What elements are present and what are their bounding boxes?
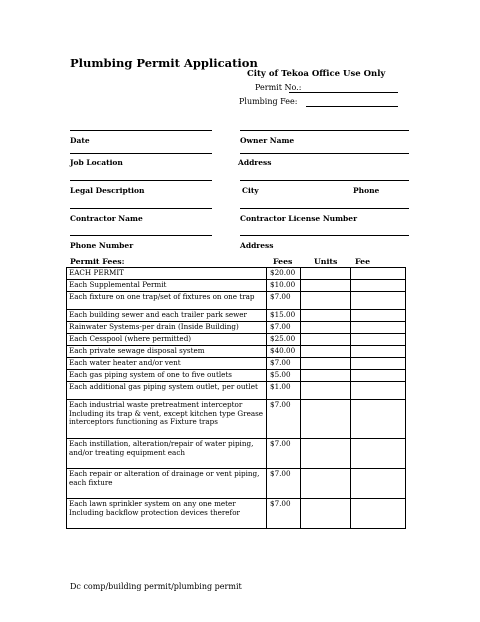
plumbing-fee-field[interactable] — [306, 106, 398, 107]
address-field-1[interactable] — [240, 153, 409, 154]
fee-row — [67, 334, 406, 346]
units-cell[interactable] — [301, 370, 351, 382]
fee-total-cell[interactable] — [351, 280, 406, 292]
page-title: Plumbing Permit Application — [70, 56, 258, 70]
units-cell[interactable] — [301, 400, 351, 439]
fee-description: Each private sewage disposal system — [67, 346, 267, 358]
fee-total-cell[interactable] — [351, 268, 406, 280]
fee-total-cell[interactable] — [351, 346, 406, 358]
fee-amount: $5.00 — [267, 370, 301, 382]
units-cell[interactable] — [301, 292, 351, 310]
fee-amount: $1.00 — [267, 382, 301, 400]
contractor-name-label: Contractor Name — [70, 214, 143, 223]
address-label-2: Address — [240, 241, 274, 250]
fee-row — [67, 346, 406, 358]
plumbing-fee-label: Plumbing Fee: — [239, 97, 298, 106]
fee-row — [67, 292, 406, 310]
fee-description: Rainwater Systems-per drain (Inside Building) — [67, 322, 267, 334]
fee-amount: $20.00 — [267, 268, 301, 280]
city-label: City — [242, 186, 259, 195]
permit-fees-table — [66, 267, 406, 529]
fee-description: Each repair or alteration of drainage or vent piping, each fixture — [67, 469, 267, 499]
fees-column-header: Fees — [273, 257, 293, 266]
fee-description: Each lawn sprinkler system on any one meter Including backflow protection devices therefor — [67, 499, 267, 529]
fee-row — [67, 400, 406, 439]
fee-total-cell[interactable] — [351, 370, 406, 382]
fee-description: Each water heater and/or vent — [67, 358, 267, 370]
fee-row — [67, 382, 406, 400]
legal-description-field[interactable] — [70, 180, 212, 181]
date-label: Date — [70, 136, 90, 145]
contractor-name-field[interactable] — [70, 208, 212, 209]
permit-no-field[interactable] — [289, 92, 398, 93]
fee-description: Each building sewer and each trailer park sewer — [67, 310, 267, 322]
fee-row — [67, 322, 406, 334]
fee-total-cell[interactable] — [351, 469, 406, 499]
fee-amount: $7.00 — [267, 322, 301, 334]
address-field-2[interactable] — [240, 235, 409, 236]
units-cell[interactable] — [301, 358, 351, 370]
fee-description: Each Cesspool (where permitted) — [67, 334, 267, 346]
fee-total-cell[interactable] — [351, 292, 406, 310]
fee-description: Each Supplemental Permit — [67, 280, 267, 292]
fee-description: Each additional gas piping system outlet, per outlet — [67, 382, 267, 400]
fee-description: Each instillation, alteration/repair of water piping, and/or treating equipment each — [67, 439, 267, 469]
units-cell[interactable] — [301, 346, 351, 358]
phone-label: Phone — [353, 186, 380, 195]
fee-row — [67, 358, 406, 370]
fee-total-cell[interactable] — [351, 334, 406, 346]
fee-total-cell[interactable] — [351, 358, 406, 370]
fee-description: Each industrial waste pretreatment interceptor Including its trap & vent, except kitchen type Grease interceptors functioning as Fixture traps — [67, 400, 267, 439]
fee-amount: $7.00 — [267, 358, 301, 370]
fee-total-cell[interactable] — [351, 322, 406, 334]
contractor-license-field[interactable] — [240, 208, 409, 209]
fee-total-cell[interactable] — [351, 400, 406, 439]
fee-column-header: Fee — [355, 257, 371, 266]
footer-path: Dc comp/building permit/plumbing permit — [70, 582, 242, 591]
fee-row — [67, 370, 406, 382]
units-cell[interactable] — [301, 280, 351, 292]
units-cell[interactable] — [301, 310, 351, 322]
permit-fees-heading: Permit Fees: — [70, 257, 125, 266]
job-location-field[interactable] — [70, 153, 212, 154]
phone-number-field[interactable] — [70, 235, 212, 236]
job-location-label: Job Location — [70, 158, 123, 167]
units-cell[interactable] — [301, 268, 351, 280]
fee-amount: $7.00 — [267, 499, 301, 529]
fee-amount: $25.00 — [267, 334, 301, 346]
legal-description-label: Legal Description — [70, 186, 145, 195]
fee-description: EACH PERMIT — [67, 268, 267, 280]
contractor-license-label: Contractor License Number — [240, 214, 358, 223]
units-cell[interactable] — [301, 322, 351, 334]
fee-amount: $15.00 — [267, 310, 301, 322]
units-cell[interactable] — [301, 382, 351, 400]
fee-amount: $7.00 — [267, 400, 301, 439]
fee-total-cell[interactable] — [351, 310, 406, 322]
city-field[interactable] — [240, 180, 409, 181]
fee-description: Each fixture on one trap/set of fixtures on one trap — [67, 292, 267, 310]
units-cell[interactable] — [301, 334, 351, 346]
fee-row — [67, 268, 406, 280]
date-field[interactable] — [70, 130, 212, 131]
units-cell[interactable] — [301, 469, 351, 499]
units-column-header: Units — [314, 257, 338, 266]
fee-row — [67, 439, 406, 469]
units-cell[interactable] — [301, 439, 351, 469]
fee-total-cell[interactable] — [351, 439, 406, 469]
fee-row — [67, 310, 406, 322]
fee-total-cell[interactable] — [351, 499, 406, 529]
fee-row — [67, 469, 406, 499]
owner-name-label: Owner Name — [240, 136, 295, 145]
fee-row — [67, 499, 406, 529]
fee-amount: $10.00 — [267, 280, 301, 292]
fee-amount: $7.00 — [267, 292, 301, 310]
fee-row — [67, 280, 406, 292]
owner-name-field[interactable] — [240, 130, 409, 131]
address-label-1: Address — [238, 158, 272, 167]
fee-amount: $40.00 — [267, 346, 301, 358]
fee-amount: $7.00 — [267, 439, 301, 469]
fee-amount: $7.00 — [267, 469, 301, 499]
units-cell[interactable] — [301, 499, 351, 529]
office-use-heading: City of Tekoa Office Use Only — [247, 69, 386, 79]
fee-total-cell[interactable] — [351, 382, 406, 400]
permit-no-label: Permit No.: — [255, 83, 302, 92]
fee-description: Each gas piping system of one to five outlets — [67, 370, 267, 382]
phone-number-label: Phone Number — [70, 241, 134, 250]
